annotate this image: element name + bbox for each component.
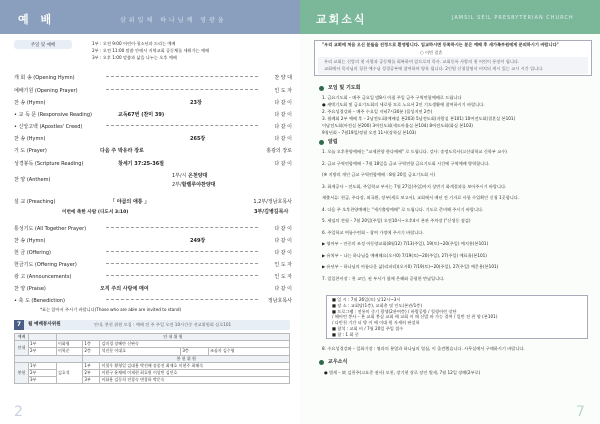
order-row <box>14 71 292 83</box>
news-title: 교회소식 <box>316 13 367 26</box>
meeting-item: ● 새벽기도회 및 금요기도회의 세로항 모로 노요서 2인 기도생활에 참여하시기 바랍니다. <box>322 102 485 107</box>
duty-number: 7 <box>14 320 24 330</box>
order-label: 찬 양 (Praise) <box>14 286 46 292</box>
order-row <box>14 132 292 144</box>
dotted-leader <box>106 227 258 228</box>
order-leader: 1,2부/정남호목사 <box>253 199 292 205</box>
bullet-icon <box>319 140 324 145</box>
order-label: • 신앙고백 (Apostles' Creed) <box>14 124 83 130</box>
service-1: 1부 : 오전 9:00 어린이·청소년과 드리는 예배 <box>92 41 176 46</box>
notice-item: 7. 일일찬이장 : 천 교인, 권 부서가 함께 은혜와 공평한 만남입니다. <box>322 275 445 281</box>
order-label: 찬 송 (Hymn) <box>14 100 46 106</box>
order-row <box>14 270 292 282</box>
notice-item: 4. 다음 주 오후찬양예배는 "세기출양예배" 로 드립니다. 기도로 준비해 주시기 바랍니다. <box>322 206 484 212</box>
preaching-subtitle: 이번에 축한 사람 (디도서 3:10) <box>62 210 129 215</box>
notice-item: ▶ 유치부 – 나는 하나님을 예배해요(오시0) 7/19(토)~20(주일), 27(주일) 예표율(본101) <box>322 252 487 258</box>
dotted-leader <box>106 263 258 264</box>
notice-item: 2. 금교 구역연합예배 – 7월 18일을 금교 구역연합 금요기도회 시간에 구역예배 방역합니다. <box>322 160 490 166</box>
order-row <box>14 84 292 96</box>
notice-item: 5. 새임의 전월 – 7월 20일(주일) 오전10시~오후4시 본관 주차장 ("신생동 점검) <box>322 218 471 223</box>
notice-item: ▶ 유년부 – 하나님의 아름다운 삶(리퍼리)(오시0) 7/19(토)~20(주일), 27(주일) 예문용(본101) <box>322 264 499 269</box>
order-row <box>14 108 292 120</box>
order-leader: 다 같 이 <box>274 100 292 106</box>
order-detail: 265장 <box>190 136 206 142</box>
order-row <box>14 234 292 246</box>
meeting-item: 2. 주요성경강좌 – 매주 수요일 저녁7시30분 (몰성지연 2층) <box>322 109 433 114</box>
intro-pill: ○ 이번 결혼 <box>420 50 443 55</box>
order-leader: 인 도 자 <box>274 88 292 94</box>
order-row <box>14 173 292 185</box>
worship-title: 예 배 <box>18 13 56 26</box>
order-row <box>14 258 292 270</box>
notice-item: 제출서류: 현금, 주다장, 외국환, 장부(세로 보고서), 교회에서 매년 전 기자료 사항 수입확인 신청 1곳합니다. <box>322 195 520 200</box>
meeting-item: 9청년회 – 7월19일/정월 오전 11시(장학실 본103) <box>322 130 417 135</box>
bullet-icon <box>319 360 324 365</box>
order-detail: 오직 주의 사랑에 매여 <box>100 286 149 292</box>
order-leader: 홍광의 장로 <box>266 148 292 154</box>
order-label: 찬 양 (Anthem) <box>14 177 51 183</box>
order-detail: 창세기 37:25-36절 <box>118 161 165 167</box>
order-detail: 다음 주 박유라 장로 <box>100 148 144 154</box>
meeting-item: 1. 금요기도회 – 매주 금요일 밤8시 아침 주일 금주 구역연합예배로 드립니다 <box>322 95 462 100</box>
dotted-leader <box>106 299 258 300</box>
order-label: 성경봉독 (Scripture Reading) <box>14 161 84 167</box>
order-label: 예배기원 (Opening Prayer) <box>14 88 78 94</box>
order-leader: 다 같 이 <box>274 250 292 256</box>
preaching-3bu: 3부/김병길목사 <box>254 209 289 215</box>
news-subtitle: JAMSIL SEIL PRESBYTERIAN CHURCH <box>452 15 574 21</box>
order-leader: 인 도 자 <box>274 274 292 280</box>
order-row <box>14 222 292 234</box>
notice-item: ▶ 영아부 – 안중의 조성 아동양교회(8월12) 7/13(주일), 19(토)~20(주일) 예지홍(본101) <box>322 241 489 246</box>
dotted-leader <box>106 76 258 77</box>
dotted-leader <box>106 251 258 252</box>
order-leader: 찬 양 대 <box>274 75 292 81</box>
order-detail: 교독67번 (찬미 39) <box>118 112 165 118</box>
order-row <box>14 96 292 108</box>
order-label: 개 회 송 (Opening Hymn) <box>14 75 75 81</box>
order-leader: 다 같 이 <box>274 286 292 292</box>
order-row <box>14 144 292 156</box>
order-label: 헌금기도 (Offering Prayer) <box>14 262 77 268</box>
event-detail-line: ■ 참석 : 교회 비 / 7월 20일 주일 접수 <box>332 326 404 331</box>
order-row <box>14 294 292 306</box>
schedule-pill: 주일 및 예배 <box>14 40 72 49</box>
section-meetings-title: 모임 및 기도회 <box>328 85 361 91</box>
order-leader: 다 같 이 <box>274 124 292 130</box>
section-members-title: 교우소식 <box>328 359 348 365</box>
order-label: 헌 금 (Offering) <box>14 250 51 256</box>
order-label: 설 교 (Preaching) <box>14 199 56 205</box>
order-label: 광 고 (Announcements) <box>14 274 72 280</box>
event-detail-line: / 다빈천 기간 더 방 이 에 이대 원 자세히 판설학 <box>332 320 420 326</box>
order-detail: 249장 <box>190 238 206 244</box>
notice-item: (※ 지방의 개인 금교 구역연합예배 : 8월 20일 금요기도회 시) <box>322 172 436 177</box>
order-row <box>14 195 292 207</box>
meeting-item: 이남전도회(아전실 본200) 3여전도회(세도아울실 본104) 8여전도회(화실 본103) <box>322 123 473 128</box>
order-leader: 다 같 이 <box>274 136 292 142</box>
service-2: 2부 : 오전 11:00 말씀 안에서 지역교회 공동체를 세워가는 예배 <box>92 48 210 53</box>
order-label: 통성기도 (All Together Prayer) <box>14 226 87 232</box>
bullet-icon <box>319 86 324 91</box>
dotted-leader <box>106 89 258 90</box>
event-detail-line: ■ 일 시 : 7월 26일(토) 낮12시~3시 <box>332 297 401 302</box>
order-row <box>14 246 292 258</box>
order-leader: 다 같 이 <box>274 226 292 232</box>
order-label: 찬 송 (Hymn) <box>14 238 46 244</box>
intro-body-1: 우리 교회는 신앙의 첫 사랑과 공동체를 회복하며 앞으로의 목사. 교회등록 사랑의 첫 어린이 통장이 됩니다. <box>324 59 520 64</box>
order-label: • 축 도 (Benediction) <box>14 298 65 304</box>
order-row <box>14 282 292 294</box>
worship-subtitle: 삼위일체 하나님께 영광을 <box>120 17 227 24</box>
page-number-right: 7 <box>576 404 585 420</box>
standing-note: *표는 앉아서 주시기 바랍니다(Those who are able are invited to stand) <box>40 307 182 312</box>
notice-item: 1. 오늘 오후찬양예배는 "교제찬양 한다예배" 로 드립니다. 강사: 송정도목사(고신대학교 신학부 교수) <box>322 149 507 154</box>
duty-desc: 안내, 봉헌 위원 모집 : 예배 전 주 주일 오전 10시간중 선교위원회 실로101 <box>94 322 232 327</box>
anthem-1: 1부/시 온천양대 <box>172 173 208 179</box>
order-detail: 「 야곱의 애통 」 <box>110 199 150 205</box>
notice-item: 6. 주일학교 여름수련회 – 참여 가정에 주시기 바랍니다. <box>322 229 424 235</box>
order-row <box>14 120 292 132</box>
order-leader: 인 도 자 <box>274 262 292 268</box>
order-leader: 정남호목사 <box>267 298 292 304</box>
order-leader: 다 같 이 <box>274 238 292 244</box>
order-label: 기 도 (Prayer) <box>14 148 47 154</box>
event-detail-line: ■ 프로그램 : 전통미 중기 광생(2관여층) / 바람공방 / 힐링어린 장단 <box>332 308 457 314</box>
duty-table: 예배 안 내 위 원 안내 1부 이화영 1층 김미경 장혜란 신판숙 2부 이학준 2층 석진분 이대호 3층 조심자 김수영 봉 헌 위 원 봉헌 1부 김호석 1부 이혈우 황형일 김대용 박진배 송종진 최재호 이현주 최해숙 2부 2부 이원구 윤채배 이재현 최호원 이상빈 김인호 3부 3부 이화용 김동희 전창숙 변창하 박문숙 <box>14 333 290 384</box>
order-detail: 23장 <box>190 100 202 106</box>
order-label: • 교 독 문 (Responsive Reading) <box>14 112 92 118</box>
service-3: 3부 : 오후 1:00 말씀과 삶을 나누는 오후 예배 <box>92 55 177 60</box>
intro-body-2: 교회에서 목자님의 칭찬 예수님 성경공부에 참여하며 양육 됩니다. 2인원 신청설명서 비치되 계시 있는 교시 시간 입니다. <box>324 66 544 71</box>
order-leader: 다 같 이 <box>274 161 292 167</box>
event-detail-line: ■ 참 : 1 회 중 <box>332 331 359 337</box>
page-number-left: 2 <box>14 404 23 420</box>
dotted-leader <box>106 275 258 276</box>
meeting-item: 3. 월례회 2부 예배 후 – 2남전도회(예배실 본203) 5남전도회(자람실 본101) 10여전도회(결혼실 본101) <box>322 116 516 121</box>
order-label: 찬 송 (Hymn) <box>14 136 46 142</box>
member-news: ● 별세 – 故 김천주(고요준 권사) 모친, 장기현 장로 장인 별세, 7월 12일 장례(2부로) <box>324 370 481 375</box>
notice-item: 3. 화계공사 – 전도회, 주일학교 부서는 7월 27일(주일)까지 상반기 화계결과를 보아주시기 바랍니다. <box>322 183 507 189</box>
dotted-leader <box>106 125 258 126</box>
event-detail-line: ■ 장 소 : 교회당(1층), 교회총 및 인도(본관/1층) <box>332 302 422 308</box>
order-leader: 다 같 이 <box>274 112 292 118</box>
event-detail-line: / 해어린 봉사 – 본 교회 봉실 교회 에 교회 이 매 신발 바 가능 결여 / 일반 전 찬 양 (본101) <box>332 314 498 320</box>
intro-text: "우리 교회에 처음 오신 분들을 진정으로 환영합니다. 입교하시면 등록하시는 분은 예배 후 새가족부원에게 문의하시기 바랍니다" <box>322 42 559 47</box>
duty-title: 월 예배봉사위원 <box>28 322 61 327</box>
order-row <box>14 157 292 169</box>
section-notices-title: 알림 <box>328 139 338 145</box>
anthem-2: 2부/할렐루야찬양대 <box>172 182 216 188</box>
notice-8: 8. 수요성경강좌 – 일화기장 : 영과의 분열과 하나님의 열심, 이 줄견했습니다. 사무실에서 구매하시기 바랍니다. <box>322 346 525 351</box>
